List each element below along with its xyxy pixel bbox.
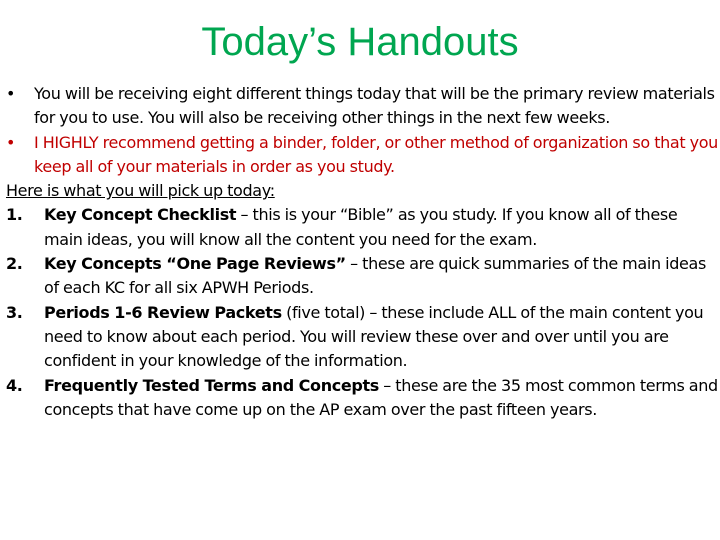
list-item-text [44,374,718,423]
list-item-heading: Frequently Tested Terms and Concepts [44,375,379,395]
list-number: 3. [6,302,23,322]
list-intro: Here is what you will pick up today: [6,181,275,201]
bullet-item [6,82,718,131]
page-title: Today’s Handouts [201,20,519,64]
bullet-text: I HIGHLY recommend getting a binder, folder, or other method of organization so that you keep all of your materials in order as you study. [34,132,718,176]
list-number: 1. [6,205,23,225]
bullet-marker: • [6,84,16,103]
list-item-heading: Periods 1-6 Review Packets [44,302,282,322]
list-item [6,374,718,423]
list-item-text [44,301,718,374]
bullet-item-recommendation [6,131,718,180]
slide-body [6,82,718,422]
list-item-text [44,252,718,301]
list-item-heading: Key Concept Checklist [44,205,237,225]
bullet-text: You will be receiving eight different things today that will be the primary review materials for you to use. You will also be receiving other things in the next few weeks. [34,84,715,128]
list-item-detail: – these are the 35 most common terms and concepts that have come up on the AP exam over the past fifteen years. [44,375,718,419]
list-item-heading: Key Concepts “One Page Reviews” [44,254,346,274]
list-number: 4. [6,375,23,395]
bullet-marker: • [6,132,16,152]
list-item [6,252,718,301]
list-number: 2. [6,254,23,274]
list-item [6,301,718,374]
list-item-detail: (five total) – these include ALL of the main content you need to know about each period. You will review these over and over until you are confident in your knowledge of the information. [44,302,704,371]
list-item-detail: – this is your “Bible” as you study. If you know all of these main ideas, you will know all the content you need for the exam. [44,205,678,249]
list-item [6,203,718,252]
list-item-text [44,203,718,252]
list-item-detail: – these are quick summaries of the main ideas of each KC for all six APWH Periods. [44,254,706,298]
